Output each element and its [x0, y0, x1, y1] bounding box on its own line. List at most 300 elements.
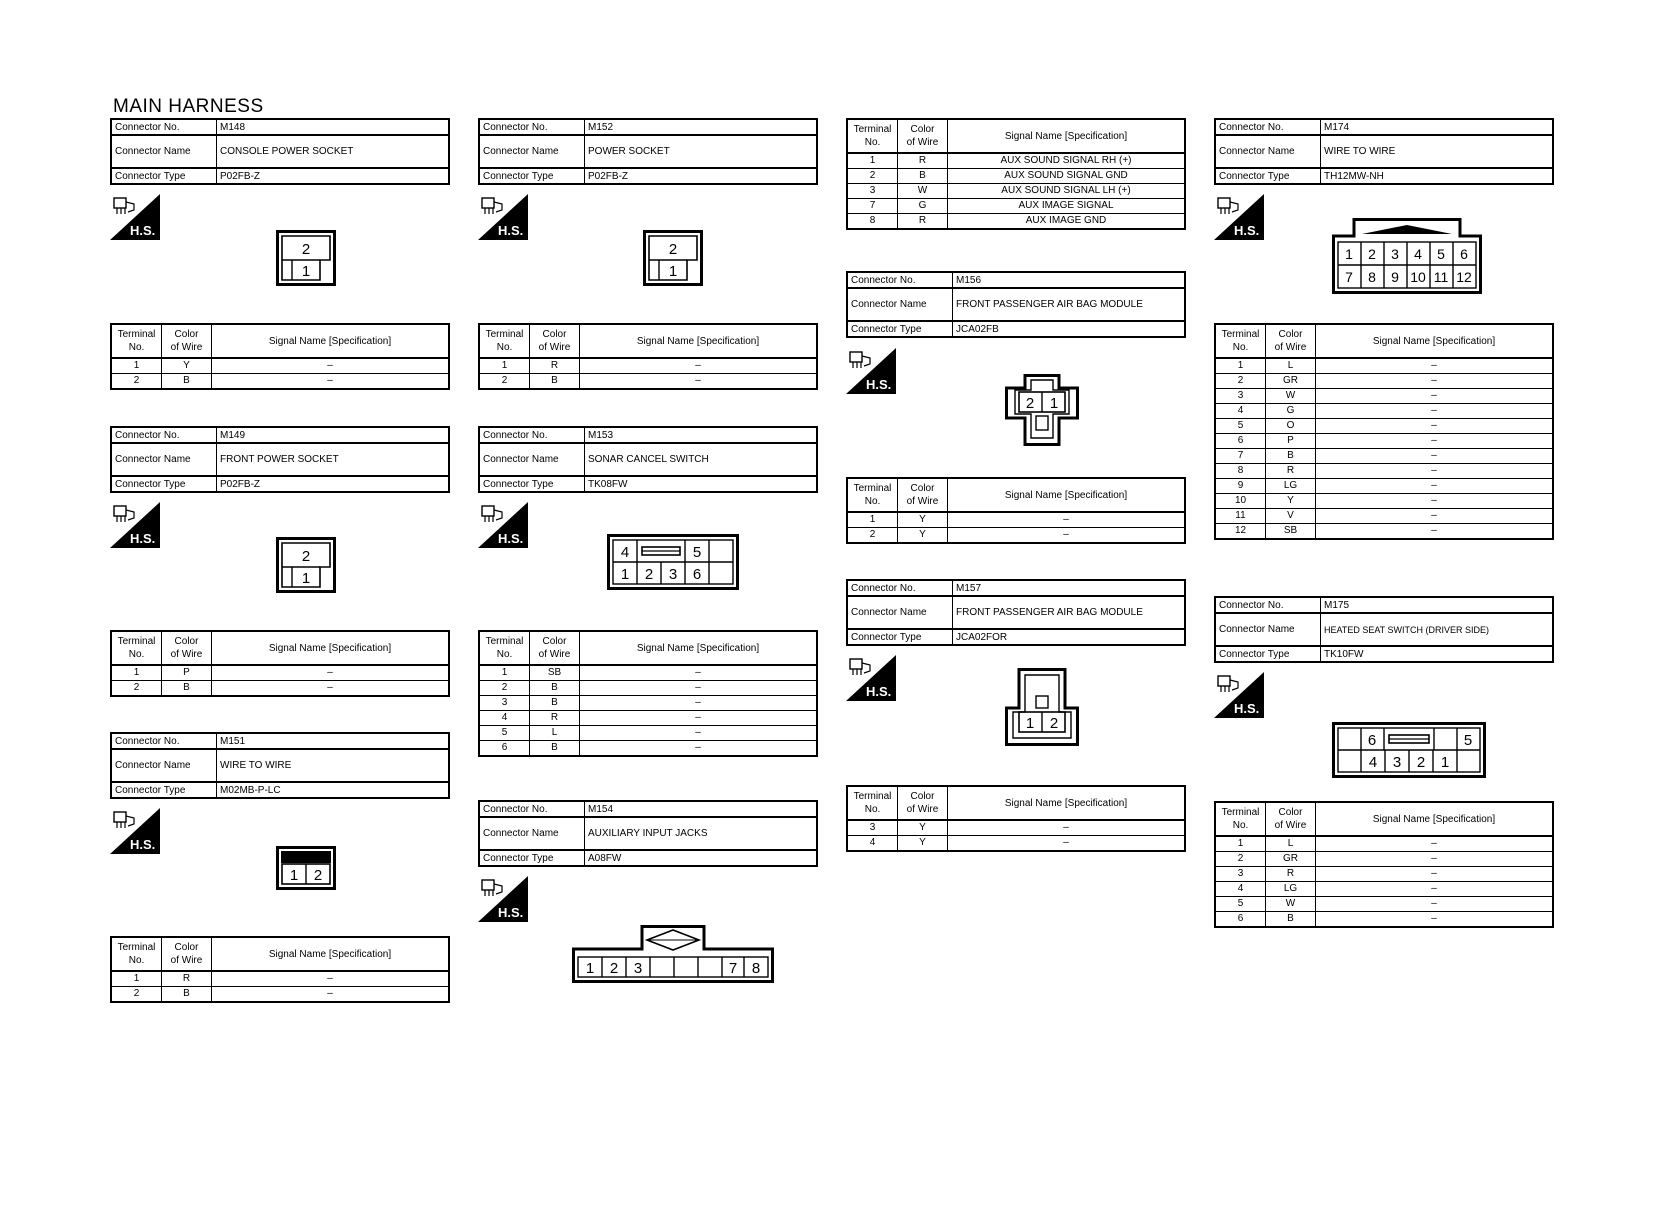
pin-table-m148	[110, 323, 450, 390]
table-cell: B	[162, 987, 212, 1003]
pin-label: 1	[289, 867, 299, 884]
table-row	[847, 820, 1185, 836]
table-cell: POWER SOCKET	[585, 135, 818, 168]
pin-label: 5	[692, 544, 702, 561]
table-row	[1215, 494, 1553, 509]
connector-header-m153	[478, 426, 818, 493]
harness-side-icon	[478, 876, 528, 922]
table-cell: –	[212, 971, 450, 987]
table-cell: –	[212, 374, 450, 390]
table-cell: B	[530, 374, 580, 390]
table-row	[1215, 897, 1553, 912]
pin-label: 1	[301, 570, 311, 587]
table-row	[1215, 479, 1553, 494]
table-cell: Connector Name	[479, 135, 585, 168]
table-cell: FRONT PASSENGER AIR BAG MODULE	[953, 288, 1186, 321]
table-cell: Connector Name	[847, 288, 953, 321]
table-cell: 2	[1215, 852, 1266, 867]
table-cell: M157	[953, 580, 1186, 596]
connector-header-m148	[110, 118, 450, 185]
table-cell: B	[1266, 449, 1316, 464]
table-cell: 1	[1215, 836, 1266, 852]
table-cell: 2	[847, 528, 898, 544]
table-cell: JCA02FOR	[953, 629, 1186, 645]
column-header: Color of Wire	[530, 631, 580, 665]
pin-label: 2	[1025, 395, 1035, 412]
table-cell: –	[580, 696, 818, 711]
table-cell: –	[580, 681, 818, 696]
table-cell: Y	[898, 836, 948, 852]
table-cell: WIRE TO WIRE	[217, 749, 450, 782]
table-cell: –	[580, 374, 818, 390]
pin-label: 4	[620, 544, 630, 561]
column-header: Signal Name [Specification]	[580, 324, 818, 358]
pin-label: 2	[1368, 246, 1376, 262]
table-cell: TK10FW	[1321, 646, 1554, 662]
table-cell: Connector Type	[847, 321, 953, 337]
table-cell: 3	[847, 184, 898, 199]
table-row	[1215, 852, 1553, 867]
harness-side-icon	[478, 194, 528, 240]
table-row	[847, 184, 1185, 199]
table-cell: Y	[898, 820, 948, 836]
table-cell: L	[1266, 836, 1316, 852]
column-header: Color of Wire	[162, 937, 212, 971]
table-cell: M153	[585, 427, 818, 443]
table-cell: 2	[111, 987, 162, 1003]
table-row	[111, 987, 449, 1003]
hs-badge-label: H.S.	[130, 223, 156, 238]
table-cell: R	[1266, 867, 1316, 882]
table-cell: Connector No.	[1215, 597, 1321, 613]
table-cell: –	[1316, 464, 1554, 479]
table-cell: 11	[1215, 509, 1266, 524]
pin-label: 2	[313, 867, 323, 884]
table-cell: 1	[111, 358, 162, 374]
table-cell: 2	[479, 681, 530, 696]
table-row	[479, 696, 817, 711]
column-header: Signal Name [Specification]	[948, 478, 1186, 512]
table-row	[479, 665, 817, 681]
table-cell: Connector No.	[847, 580, 953, 596]
table-row	[847, 528, 1185, 544]
table-cell: B	[162, 681, 212, 697]
pin-label: 9	[1391, 269, 1399, 285]
table-cell: P	[1266, 434, 1316, 449]
harness-side-icon	[110, 808, 160, 854]
table-cell: LG	[1266, 882, 1316, 897]
table-cell: 12	[1215, 524, 1266, 540]
table-cell: –	[1316, 912, 1554, 928]
pin-table-m151	[110, 936, 450, 1003]
pin-table-m153	[478, 630, 818, 757]
hs-badge-label: H.S.	[498, 531, 524, 546]
table-cell: M02MB-P-LC	[217, 782, 450, 798]
column-header: Terminal No.	[111, 937, 162, 971]
table-cell: 7	[847, 199, 898, 214]
table-cell: V	[1266, 509, 1316, 524]
table-cell: 2	[1215, 374, 1266, 389]
column-header: Color of Wire	[530, 324, 580, 358]
pin-table-m149	[110, 630, 450, 697]
table-cell: –	[212, 358, 450, 374]
table-cell: Connector Name	[479, 817, 585, 850]
table-cell: –	[580, 358, 818, 374]
table-cell: Connector Type	[1215, 646, 1321, 662]
table-cell: SB	[1266, 524, 1316, 540]
connector-header-m174	[1214, 118, 1554, 185]
table-cell: M154	[585, 801, 818, 817]
connector-header-m156	[846, 271, 1186, 338]
harness-side-icon	[846, 348, 896, 394]
table-cell: 3	[1215, 389, 1266, 404]
connector-header-m154	[478, 800, 818, 867]
pin-label: 3	[633, 960, 643, 977]
pin-label: 8	[751, 960, 761, 977]
table-cell: 5	[1215, 419, 1266, 434]
table-row	[1215, 389, 1553, 404]
connector-name-value: CONSOLE POWER SOCKET	[217, 135, 450, 168]
hs-badge-label: H.S.	[498, 223, 524, 238]
table-cell: –	[212, 665, 450, 681]
hs-badge-label: H.S.	[1234, 701, 1260, 716]
table-cell: Connector No.	[479, 119, 585, 135]
pin-label: 1	[1025, 715, 1035, 732]
table-cell: –	[580, 726, 818, 741]
pin-table-m152	[478, 323, 818, 390]
table-cell: AUXILIARY INPUT JACKS	[585, 817, 818, 850]
table-row	[1215, 404, 1553, 419]
pin-label: 4	[1414, 246, 1422, 262]
table-cell: M149	[217, 427, 450, 443]
column-header: Terminal No.	[847, 119, 898, 153]
table-cell: R	[530, 358, 580, 374]
table-cell: –	[948, 820, 1186, 836]
table-row	[111, 971, 449, 987]
table-cell: 2	[847, 169, 898, 184]
table-cell: 9	[1215, 479, 1266, 494]
table-row	[1215, 374, 1553, 389]
table-cell: Connector Type	[111, 476, 217, 492]
table-cell: Connector Name	[1215, 613, 1321, 646]
harness-side-icon	[110, 194, 160, 240]
table-cell: 4	[847, 836, 898, 852]
column-header: Terminal No.	[111, 324, 162, 358]
connector-no-value: M148	[217, 119, 450, 135]
table-cell: L	[1266, 358, 1316, 374]
table-cell: 7	[1215, 449, 1266, 464]
table-cell: SB	[530, 665, 580, 681]
table-cell: –	[1316, 389, 1554, 404]
column-header: Color of Wire	[898, 786, 948, 820]
table-cell: AUX IMAGE SIGNAL	[948, 199, 1186, 214]
table-cell: 1	[847, 512, 898, 528]
connector-diagram-m175	[1332, 722, 1486, 778]
pin-table-m175	[1214, 801, 1554, 928]
hs-badge-label: H.S.	[130, 531, 156, 546]
connector-diagram-m151	[276, 846, 336, 890]
table-cell: –	[1316, 449, 1554, 464]
table-cell: 4	[1215, 404, 1266, 419]
pin-label: 6	[692, 566, 702, 583]
pin-table-m154	[846, 118, 1186, 230]
table-cell: 2	[111, 681, 162, 697]
table-cell: R	[898, 153, 948, 169]
table-cell: M175	[1321, 597, 1554, 613]
pin-label: 7	[1345, 269, 1353, 285]
pin-label: 1	[1440, 754, 1450, 771]
table-cell: Y	[1266, 494, 1316, 509]
table-row	[847, 199, 1185, 214]
table-cell: R	[162, 971, 212, 987]
table-cell: 1	[111, 971, 162, 987]
connector-header-m157	[846, 579, 1186, 646]
table-cell: G	[1266, 404, 1316, 419]
table-cell: AUX SOUND SIGNAL LH (+)	[948, 184, 1186, 199]
table-cell: –	[580, 711, 818, 726]
pin-label: 2	[644, 566, 654, 583]
hs-badge-label: H.S.	[866, 377, 892, 392]
column-header: Signal Name [Specification]	[948, 119, 1186, 153]
table-cell: B	[898, 169, 948, 184]
table-cell: L	[530, 726, 580, 741]
table-cell: W	[1266, 897, 1316, 912]
table-cell: Connector No.	[479, 801, 585, 817]
pin-label: 2	[301, 241, 311, 258]
table-cell: Connector Name	[111, 749, 217, 782]
connector-header-m149	[110, 426, 450, 493]
table-cell: AUX SOUND SIGNAL RH (+)	[948, 153, 1186, 169]
pin-label: 8	[1368, 269, 1376, 285]
table-cell: –	[948, 836, 1186, 852]
pin-label: 1	[1049, 395, 1059, 412]
column-header: Terminal No.	[1215, 802, 1266, 836]
table-row	[847, 512, 1185, 528]
hs-badge-label: H.S.	[1234, 223, 1260, 238]
connector-diagram-m154	[572, 925, 774, 983]
table-cell: W	[1266, 389, 1316, 404]
table-cell: 4	[479, 711, 530, 726]
table-cell: Connector No.	[479, 427, 585, 443]
connector-name-label: Connector Name	[111, 135, 217, 168]
table-row	[479, 681, 817, 696]
column-header: Terminal No.	[479, 631, 530, 665]
table-cell: –	[1316, 374, 1554, 389]
table-row	[111, 665, 449, 681]
table-cell: 3	[479, 696, 530, 711]
table-cell: R	[1266, 464, 1316, 479]
table-cell: 8	[1215, 464, 1266, 479]
table-row	[847, 836, 1185, 852]
page-title: MAIN HARNESS	[113, 96, 264, 117]
pin-label: 2	[301, 548, 311, 565]
table-cell: TK08FW	[585, 476, 818, 492]
table-cell: 1	[847, 153, 898, 169]
connector-diagram-m174	[1332, 218, 1482, 294]
table-cell: LG	[1266, 479, 1316, 494]
table-cell: GR	[1266, 852, 1316, 867]
connector-type-value: P02FB-Z	[217, 168, 450, 184]
table-row	[847, 214, 1185, 230]
connector-diagram-m157	[1005, 668, 1079, 746]
table-cell: AUX SOUND SIGNAL GND	[948, 169, 1186, 184]
table-row	[847, 153, 1185, 169]
table-cell: Connector Type	[479, 476, 585, 492]
table-cell: Connector Type	[479, 850, 585, 866]
table-cell: 3	[1215, 867, 1266, 882]
table-row	[479, 711, 817, 726]
table-cell: 3	[847, 820, 898, 836]
pin-label: 6	[1460, 246, 1468, 262]
table-cell: Connector No.	[111, 733, 217, 749]
connector-diagram-m149	[276, 537, 336, 593]
harness-side-icon	[478, 502, 528, 548]
table-cell: Y	[898, 528, 948, 544]
table-cell: Connector Type	[111, 782, 217, 798]
table-cell: –	[1316, 509, 1554, 524]
pin-label: 5	[1437, 246, 1445, 262]
table-cell: 5	[479, 726, 530, 741]
column-header: Signal Name [Specification]	[948, 786, 1186, 820]
table-cell: –	[1316, 479, 1554, 494]
table-cell: P02FB-Z	[585, 168, 818, 184]
pin-label: 11	[1433, 269, 1449, 285]
table-cell: Connector Type	[1215, 168, 1321, 184]
connector-type-label: Connector Type	[111, 168, 217, 184]
table-cell: G	[898, 199, 948, 214]
table-cell: M152	[585, 119, 818, 135]
pin-label: 1	[301, 263, 311, 280]
column-header: Signal Name [Specification]	[1316, 802, 1554, 836]
harness-side-icon	[1214, 672, 1264, 718]
table-cell: –	[1316, 836, 1554, 852]
table-cell: 6	[1215, 912, 1266, 928]
pin-label: 3	[1392, 754, 1402, 771]
pin-label: 2	[609, 960, 619, 977]
column-header: Signal Name [Specification]	[212, 631, 450, 665]
table-row	[1215, 882, 1553, 897]
column-header: Terminal No.	[479, 324, 530, 358]
table-cell: B	[530, 696, 580, 711]
table-row	[479, 726, 817, 741]
table-row	[1215, 358, 1553, 374]
pin-label: 1	[668, 263, 678, 280]
table-cell: 8	[847, 214, 898, 230]
table-row	[1215, 836, 1553, 852]
pin-table-m174	[1214, 323, 1554, 540]
pin-label: 7	[728, 960, 738, 977]
pin-label: 1	[1345, 246, 1353, 262]
harness-side-icon	[846, 655, 896, 701]
table-cell: –	[1316, 434, 1554, 449]
table-cell: –	[1316, 494, 1554, 509]
table-cell: –	[1316, 852, 1554, 867]
table-cell: B	[162, 374, 212, 390]
table-cell: Y	[898, 512, 948, 528]
column-header: Terminal No.	[847, 478, 898, 512]
table-cell: 5	[1215, 897, 1266, 912]
table-cell: JCA02FB	[953, 321, 1186, 337]
pin-table-m156	[846, 477, 1186, 544]
column-header: Terminal No.	[1215, 324, 1266, 358]
pin-label: 2	[668, 241, 678, 258]
table-cell: TH12MW-NH	[1321, 168, 1554, 184]
table-cell: O	[1266, 419, 1316, 434]
column-header: Signal Name [Specification]	[212, 937, 450, 971]
table-cell: 6	[1215, 434, 1266, 449]
column-header: Signal Name [Specification]	[1316, 324, 1554, 358]
column-header: Color of Wire	[898, 119, 948, 153]
column-header: Color of Wire	[1266, 802, 1316, 836]
table-row	[1215, 464, 1553, 479]
table-cell: Connector Type	[479, 168, 585, 184]
harness-side-icon	[110, 502, 160, 548]
table-cell: Connector No.	[1215, 119, 1321, 135]
table-cell: –	[1316, 897, 1554, 912]
table-cell: –	[212, 987, 450, 1003]
column-header: Terminal No.	[847, 786, 898, 820]
table-row	[111, 374, 449, 390]
table-cell: 6	[479, 741, 530, 757]
table-cell: SONAR CANCEL SWITCH	[585, 443, 818, 476]
table-cell: –	[1316, 358, 1554, 374]
table-cell: 2	[479, 374, 530, 390]
table-cell: R	[530, 711, 580, 726]
pin-label: 3	[1391, 246, 1399, 262]
table-cell: –	[1316, 524, 1554, 540]
table-cell: 4	[1215, 882, 1266, 897]
table-cell: AUX IMAGE GND	[948, 214, 1186, 230]
table-row	[479, 358, 817, 374]
pin-table-m157	[846, 785, 1186, 852]
table-cell: Connector No.	[111, 427, 217, 443]
hs-badge-label: H.S.	[130, 837, 156, 852]
table-cell: FRONT POWER SOCKET	[217, 443, 450, 476]
table-row	[479, 374, 817, 390]
table-cell: M174	[1321, 119, 1554, 135]
table-cell: P02FB-Z	[217, 476, 450, 492]
connector-header-m151	[110, 732, 450, 799]
column-header: Color of Wire	[898, 478, 948, 512]
table-cell: A08FW	[585, 850, 818, 866]
table-cell: –	[1316, 419, 1554, 434]
table-cell: B	[530, 741, 580, 757]
table-cell: M151	[217, 733, 450, 749]
pin-label: 2	[1416, 754, 1426, 771]
pin-label: 5	[1463, 732, 1473, 749]
table-row	[1215, 509, 1553, 524]
table-cell: 1	[111, 665, 162, 681]
table-cell: W	[898, 184, 948, 199]
table-cell: Connector Name	[847, 596, 953, 629]
hs-badge-label: H.S.	[866, 684, 892, 699]
table-cell: R	[898, 214, 948, 230]
pin-label: 12	[1456, 269, 1472, 285]
table-cell: 1	[1215, 358, 1266, 374]
column-header: Color of Wire	[162, 324, 212, 358]
column-header: Signal Name [Specification]	[580, 631, 818, 665]
table-cell: –	[1316, 867, 1554, 882]
table-cell: P	[162, 665, 212, 681]
table-cell: GR	[1266, 374, 1316, 389]
column-header: Color of Wire	[1266, 324, 1316, 358]
table-cell: WIRE TO WIRE	[1321, 135, 1554, 168]
table-cell: Y	[162, 358, 212, 374]
column-header: Color of Wire	[162, 631, 212, 665]
table-row	[1215, 449, 1553, 464]
table-cell: B	[1266, 912, 1316, 928]
table-cell: 10	[1215, 494, 1266, 509]
